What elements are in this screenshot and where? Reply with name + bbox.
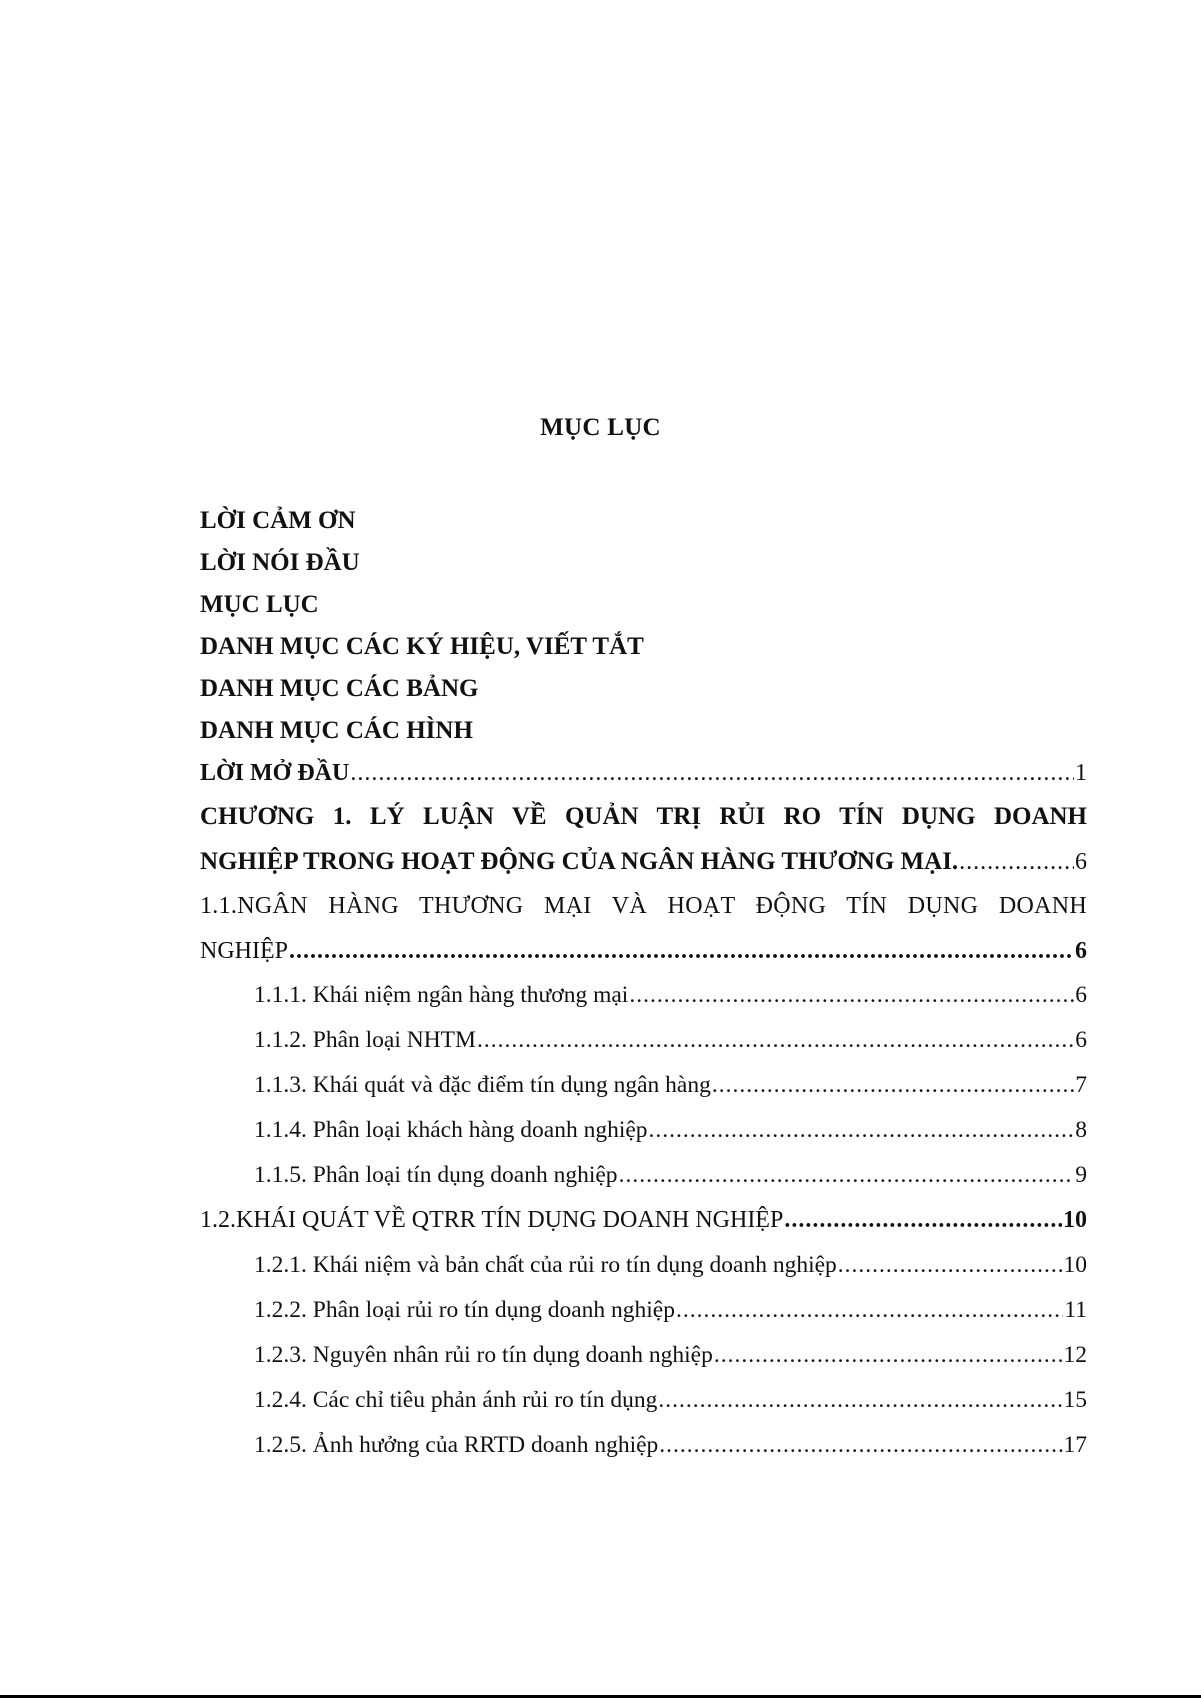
toc-entry-label: 1.2.4. Các chỉ tiêu phản ánh rủi ro tín dụng <box>254 1387 658 1413</box>
toc-entry-label: 1.1.4. Phân loại khách hàng doanh nghiệp <box>254 1117 648 1143</box>
dot-leader <box>350 756 1074 790</box>
chapter-1-heading-line-1: CHƯƠNG 1. LÝ LUẬN VỀ QUẢN TRỊ RỦI RO TÍN DỤNG DOANH <box>200 803 1087 830</box>
toc-entry-label: 1.2.5. Ảnh hưởng của RRTD doanh nghiệp <box>254 1432 659 1458</box>
toc-entry-label: NGHIỆP TRONG HOẠT ĐỘNG CỦA NGÂN HÀNG THƯƠNG MẠI. <box>200 848 959 875</box>
page-number: 10 <box>1063 1252 1087 1278</box>
page-number: 12 <box>1063 1342 1087 1368</box>
dot-leader <box>658 1383 1062 1417</box>
toc-entry-label: 1.1.1. Khái niệm ngân hàng thương mại <box>254 982 629 1008</box>
dot-leader <box>838 1248 1063 1282</box>
toc-entry-1-2-5 <box>200 1428 1087 1473</box>
toc-entry-1-1-5 <box>200 1158 1087 1203</box>
toc-entry-label: LỜI MỞ ĐẦU <box>200 760 350 786</box>
dot-leader <box>649 1113 1075 1147</box>
dot-leader <box>477 1023 1074 1057</box>
toc-entry-1-1-2 <box>200 1023 1087 1068</box>
toc-entry-loi-mo-dau <box>200 756 1087 800</box>
toc-entry-label: 1.2.KHÁI QUÁT VỀ QTRR TÍN DỤNG DOANH NGHIỆP <box>200 1207 784 1233</box>
chapter-1-heading-line-2 <box>200 845 1087 889</box>
dot-leader <box>714 1338 1063 1372</box>
page-number: 8 <box>1075 1117 1087 1143</box>
section-1-2-heading <box>200 1203 1087 1248</box>
page-title: MỤC LỤC <box>540 414 661 441</box>
page-number: 1 <box>1075 760 1087 786</box>
toc-entry-ky-hieu-viet-tat: DANH MỤC CÁC KÝ HIỆU, VIẾT TẮT <box>200 633 644 660</box>
toc-entry-label: 1.1.5. Phân loại tín dụng doanh nghiệp <box>254 1162 618 1188</box>
page-number: 10 <box>1063 1207 1087 1233</box>
dot-leader <box>619 1158 1075 1192</box>
toc-entry-1-2-4 <box>200 1383 1087 1428</box>
page-number: 6 <box>1075 982 1087 1008</box>
toc-entry-loi-cam-on: LỜI CẢM ƠN <box>200 507 356 534</box>
toc-entry-1-2-1 <box>200 1248 1087 1293</box>
table-of-contents <box>200 504 1087 1473</box>
toc-entry-1-2-2 <box>200 1293 1087 1338</box>
dot-leader <box>712 1068 1074 1102</box>
toc-entry-danh-muc-hinh: DANH MỤC CÁC HÌNH <box>200 717 473 744</box>
dot-leader <box>784 1203 1062 1237</box>
toc-entry-label: 1.1.2. Phân loại NHTM <box>254 1027 476 1053</box>
page-number: 6 <box>1075 938 1087 964</box>
toc-entry-danh-muc-bang: DANH MỤC CÁC BẢNG <box>200 675 479 702</box>
page-number: 9 <box>1075 1162 1087 1188</box>
section-1-1-heading-line-2 <box>200 934 1087 978</box>
dot-leader <box>289 934 1074 968</box>
page-number: 6 <box>1075 1027 1087 1053</box>
dot-leader <box>676 1293 1063 1327</box>
toc-entry-label: 1.1.3. Khái quát và đặc điểm tín dụng ngân hàng <box>254 1072 711 1098</box>
page-number: 7 <box>1075 1072 1087 1098</box>
page-number: 15 <box>1063 1387 1087 1413</box>
dot-leader <box>629 978 1074 1012</box>
toc-entry-label: NGHIỆP <box>200 938 288 964</box>
toc-entry-label: 1.2.2. Phân loại rủi ro tín dụng doanh nghiệp <box>254 1297 675 1323</box>
page-number: 6 <box>1075 849 1087 875</box>
toc-entry-loi-noi-dau: LỜI NÓI ĐẦU <box>200 549 360 576</box>
dot-leader <box>959 845 1074 879</box>
toc-entry-label: 1.2.3. Nguyên nhân rủi ro tín dụng doanh nghiệp <box>254 1342 713 1368</box>
section-1-1-heading-line-1: 1.1.NGÂN HÀNG THƯƠNG MẠI VÀ HOẠT ĐỘNG TÍN DỤNG DOANH <box>200 893 1087 919</box>
toc-entry-1-1-1 <box>200 978 1087 1023</box>
toc-entry-label: 1.2.1. Khái niệm và bản chất của rủi ro tín dụng doanh nghiệp <box>254 1252 837 1278</box>
toc-entry-muc-luc: MỤC LỤC <box>200 591 319 618</box>
page-number: 17 <box>1063 1432 1087 1458</box>
toc-entry-1-2-3 <box>200 1338 1087 1383</box>
dot-leader <box>659 1428 1062 1462</box>
toc-entry-1-1-3 <box>200 1068 1087 1113</box>
page-number: 11 <box>1064 1297 1087 1323</box>
toc-entry-1-1-4 <box>200 1113 1087 1158</box>
